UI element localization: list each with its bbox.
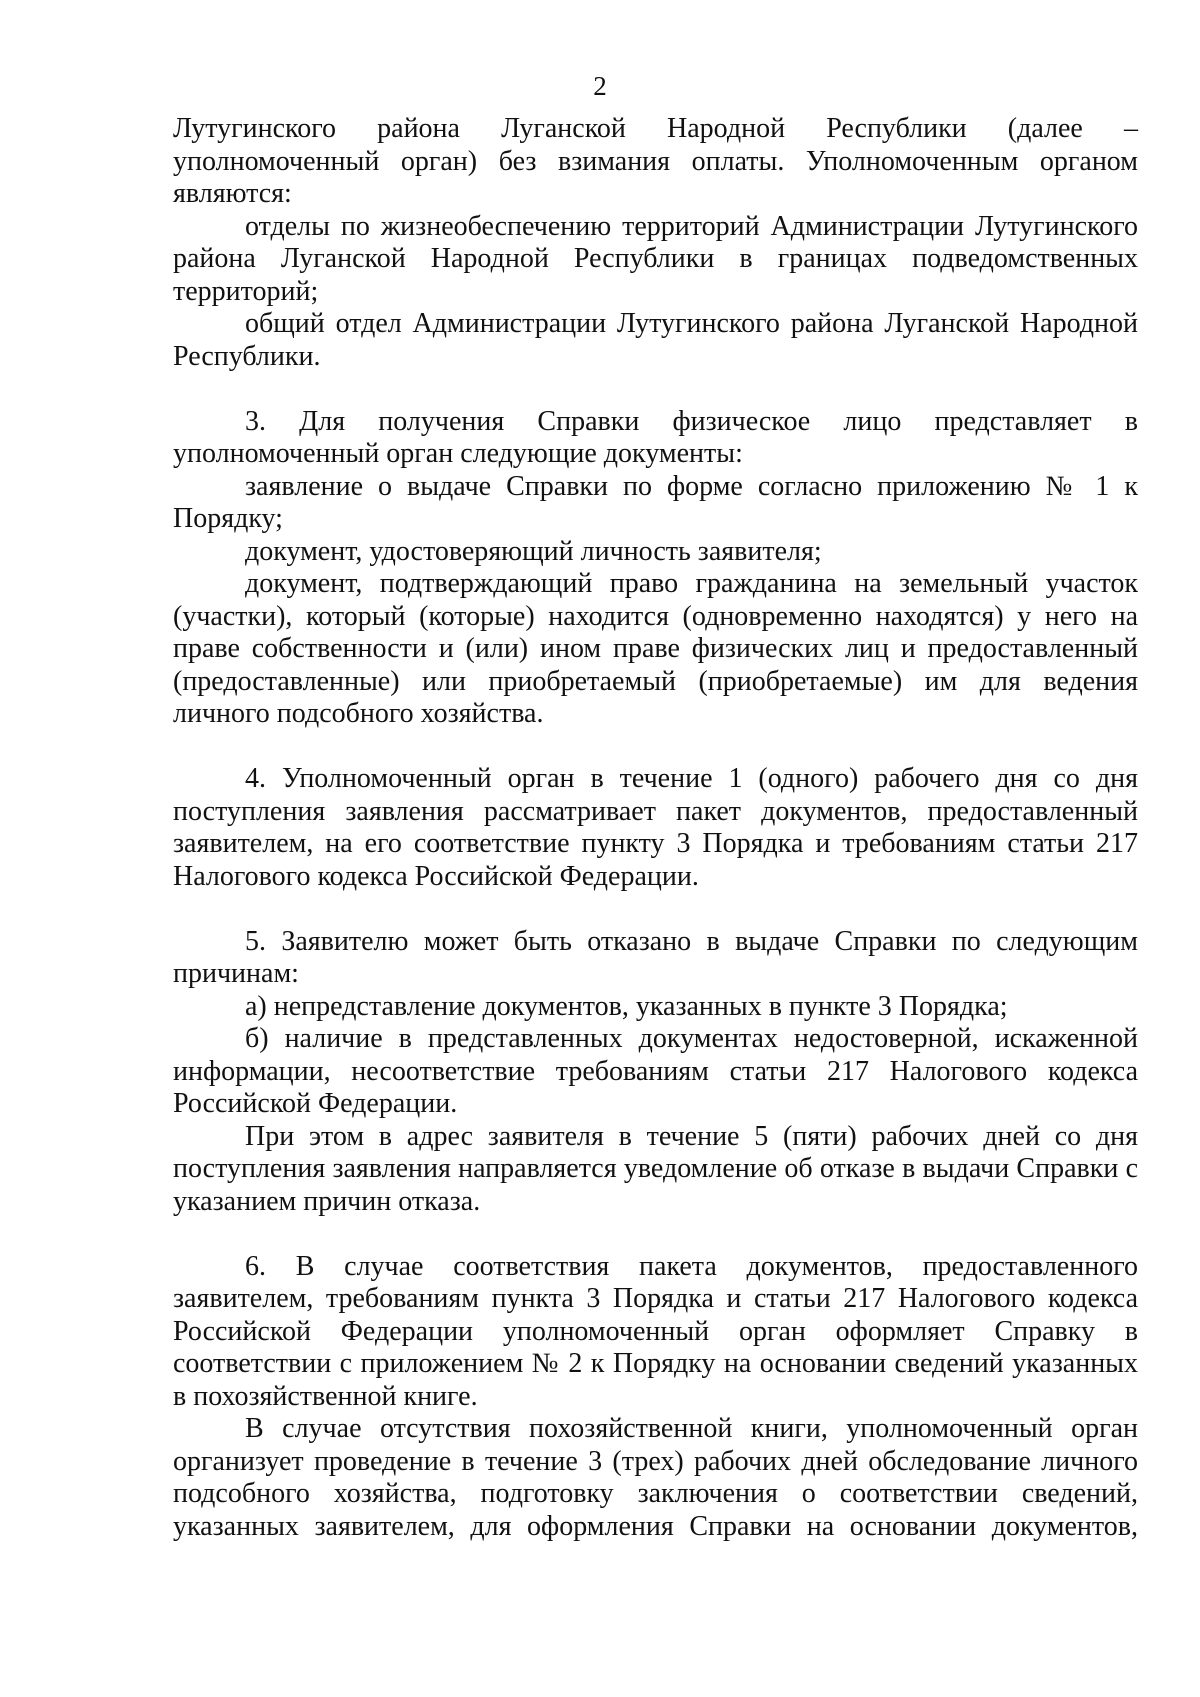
paragraph-identity-document: документ, удостоверяющий личность заявителя; [245,535,822,567]
paragraph-application: заявление о выдаче Справки по форме согласно приложению № 1 к Порядку; [173,470,1138,534]
paragraph-item-5: 5. Заявителю может быть отказано в выдаче Справки по следующим причинам: [173,925,1138,989]
paragraph-item-3: 3. Для получения Справки физическое лицо представляет в уполномоченный орган следующие документы: [173,405,1138,469]
paragraph-item-6: 6. В случае соответствия пакета документов, предоставленного заявителем, требованиям пункта 3 Порядка и статьи 217 Налогового кодекса Российской Федерации уполномоченный орган оформляет Справку в соответствии с приложением № 2 к Порядку на основании сведений указанных в похозяйственной книге. [173,1250,1138,1412]
page-number: 2 [593,71,607,101]
paragraph-no-household-book: В случае отсутствия похозяйственной книги, уполномоченный орган организует проведение в течение 3 (трех) рабочих дней обследование личного подсобного хозяйства, подготовку заключения о соответствии сведений, указанных заявителем, для оформления Справки на основании документов, [173,1413,1138,1542]
paragraph-reason-a: а) непредставление документов, указанных в пункте 3 Порядка; [245,990,1008,1022]
document-body [173,113,1138,1543]
paragraph-authorized-body: Лутугинского района Луганской Народной Республики (далее – уполномоченный орган) без взимания оплаты. Уполномоченным органом являются: [173,113,1138,209]
paragraph-general-department: общий отдел Администрации Лутугинского района Луганской Народной Республики. [173,308,1138,372]
paragraph-land-right-document: документ, подтверждающий право гражданина на земельный участок (участки), который (которые) находится (одновременно находятся) у него на праве собственности и (или) ином праве физических лиц и предоставленный (предоставленные) или приобретаемый (приобретаемые) им для ведения личного подсобного хозяйства. [173,568,1138,729]
paragraph-reason-b: б) наличие в представленных документах недостоверной, искаженной информации, несоответствие требованиям статьи 217 Налогового кодекса Российской Федерации. [173,1023,1138,1119]
paragraph-departments: отделы по жизнеобеспечению территорий Администрации Лутугинского района Луганской Народной Республики в границах подведомственных территорий; [173,210,1138,307]
paragraph-item-4: 4. Уполномоченный орган в течение 1 (одного) рабочего дня со дня поступления заявления рассматривает пакет документов, предоставленный заявителем, на его соответствие пункту 3 Порядка и требованиям статьи 217 Налогового кодекса Российской Федерации. [173,763,1138,892]
paragraph-refusal-notice: При этом в адрес заявителя в течение 5 (пяти) рабочих дней со дня поступления заявления направляется уведомление об отказе в выдачи Справки с указанием причин отказа. [173,1120,1138,1217]
